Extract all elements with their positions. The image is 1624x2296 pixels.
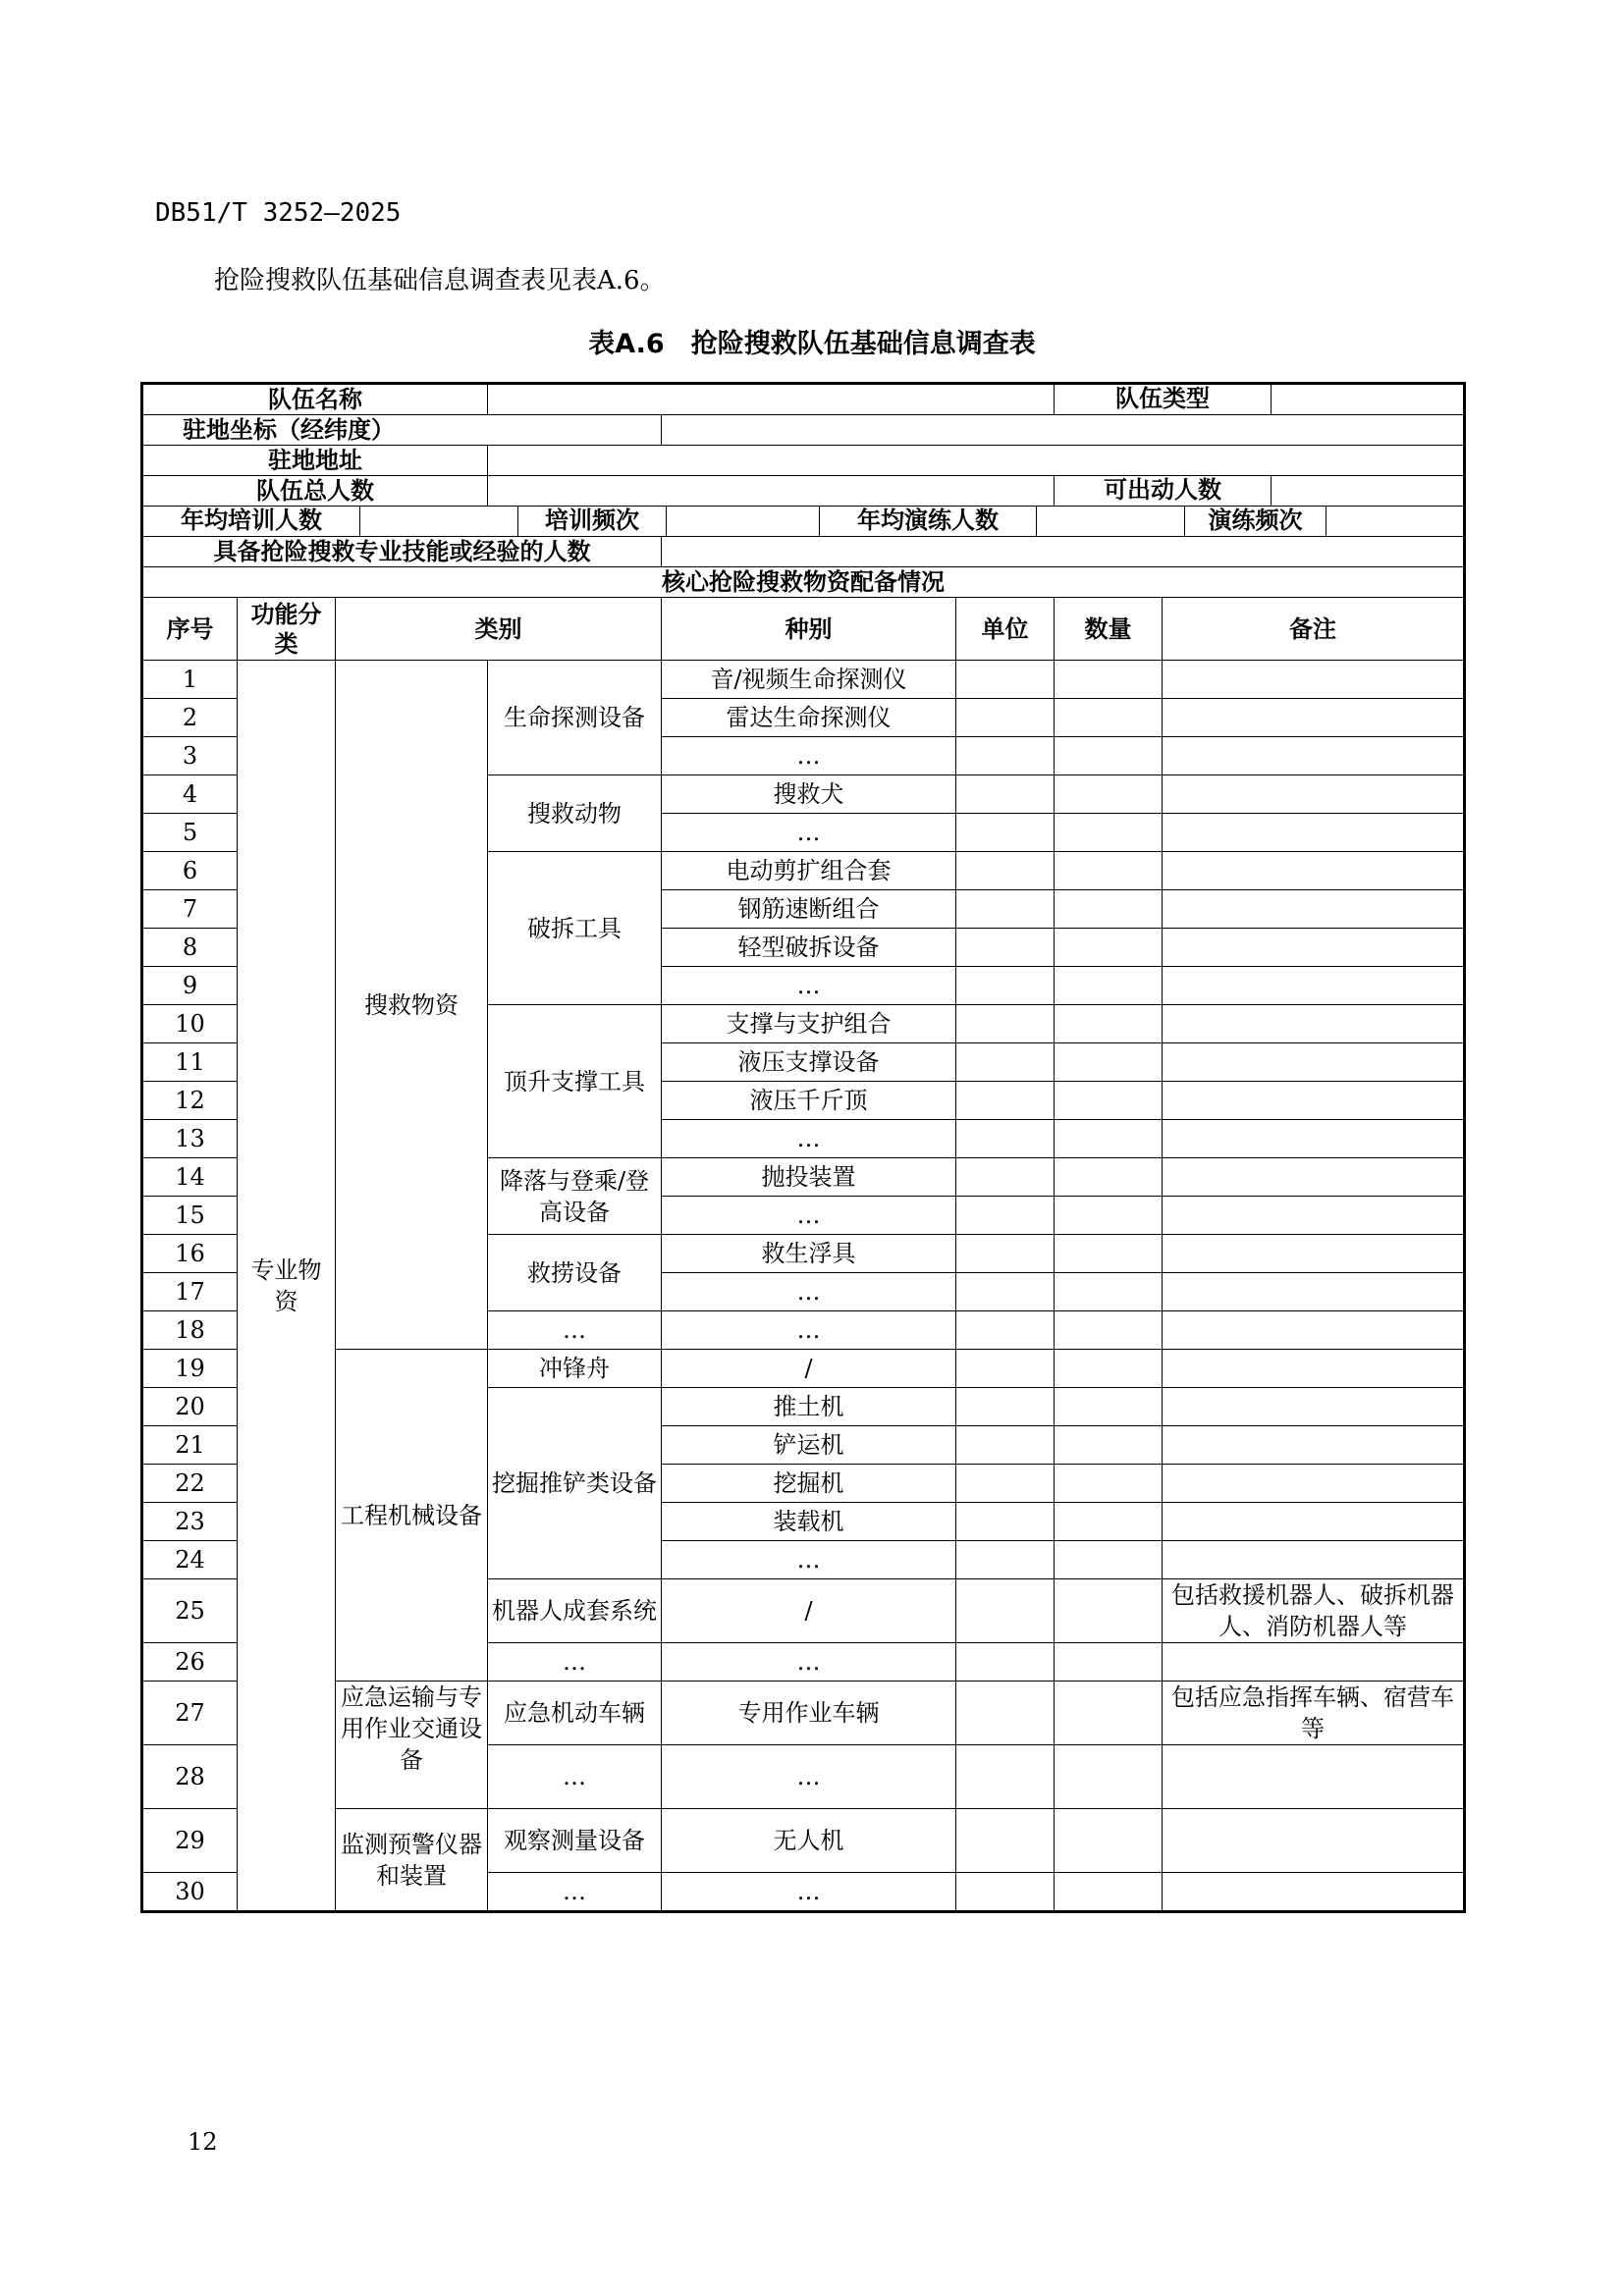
unit-cell[interactable] — [956, 699, 1055, 737]
qty-cell[interactable] — [1055, 1082, 1163, 1120]
seq-cell: 14 — [142, 1158, 238, 1197]
sub-cell-salvage: 救捞设备 — [488, 1235, 662, 1311]
note-cell[interactable] — [1163, 814, 1465, 852]
unit-cell[interactable] — [956, 661, 1055, 699]
annual-drill-label: 年均演练人数 — [820, 507, 1037, 536]
info-row — [142, 415, 1465, 446]
qty-cell[interactable] — [1055, 1350, 1163, 1388]
seq-cell: 17 — [142, 1273, 238, 1311]
training-freq-label: 培训频次 — [518, 507, 667, 536]
note-cell[interactable] — [1163, 1197, 1465, 1235]
qty-cell[interactable] — [1055, 1643, 1163, 1682]
note-cell[interactable]: 包括应急指挥车辆、宿营车等 — [1163, 1682, 1465, 1745]
team-name-value[interactable] — [488, 384, 1055, 415]
seq-cell: 20 — [142, 1388, 238, 1426]
kind-cell: … — [662, 1197, 956, 1235]
header-kind: 种别 — [662, 598, 956, 661]
seq-cell: 27 — [142, 1682, 238, 1745]
sub-cell-descent: 降落与登乘/登高设备 — [488, 1158, 662, 1235]
header-func: 功能分类 — [238, 598, 336, 661]
sub-cell-animal: 搜救动物 — [488, 775, 662, 852]
note-cell[interactable] — [1163, 1465, 1465, 1503]
training-freq-value[interactable] — [667, 507, 820, 536]
kind-cell: 推土机 — [662, 1388, 956, 1426]
seq-cell: 2 — [142, 699, 238, 737]
sub-cell-ellipsis: … — [488, 1873, 662, 1912]
unit-cell[interactable] — [956, 890, 1055, 929]
qty-cell[interactable] — [1055, 1311, 1163, 1350]
seq-cell: 24 — [142, 1541, 238, 1579]
note-cell[interactable] — [1163, 661, 1465, 699]
kind-cell: … — [662, 1273, 956, 1311]
unit-cell[interactable] — [956, 1541, 1055, 1579]
kind-cell: / — [662, 1579, 956, 1643]
coords-label: 驻地坐标（经纬度） — [142, 415, 662, 446]
unit-cell[interactable] — [956, 1579, 1055, 1643]
seq-cell: 9 — [142, 967, 238, 1005]
category-cell-transport: 应急运输与专用作业交通设备 — [336, 1682, 488, 1809]
table-row — [142, 1809, 1465, 1873]
header-seq: 序号 — [142, 598, 238, 661]
note-cell[interactable] — [1163, 1388, 1465, 1426]
note-cell[interactable] — [1163, 852, 1465, 890]
seq-cell: 22 — [142, 1465, 238, 1503]
sub-cell-excavate: 挖掘推铲类设备 — [488, 1388, 662, 1579]
note-cell[interactable] — [1163, 890, 1465, 929]
unit-cell[interactable] — [956, 1120, 1055, 1158]
header-row — [142, 598, 1465, 661]
seq-cell: 3 — [142, 737, 238, 775]
note-cell[interactable] — [1163, 1311, 1465, 1350]
note-cell[interactable] — [1163, 1235, 1465, 1273]
unit-cell[interactable] — [956, 1273, 1055, 1311]
seq-cell: 29 — [142, 1809, 238, 1873]
survey-table — [140, 382, 1466, 1913]
unit-cell[interactable] — [956, 1465, 1055, 1503]
seq-cell: 15 — [142, 1197, 238, 1235]
kind-cell: 无人机 — [662, 1809, 956, 1873]
address-value[interactable] — [488, 446, 1465, 476]
note-cell[interactable] — [1163, 1643, 1465, 1682]
category-cell-engineering: 工程机械设备 — [336, 1350, 488, 1682]
qty-cell[interactable] — [1055, 1541, 1163, 1579]
sub-cell-ellipsis: … — [488, 1643, 662, 1682]
unit-cell[interactable] — [956, 1043, 1055, 1082]
kind-cell: 支撑与支护组合 — [662, 1005, 956, 1043]
deployable-staff-value[interactable] — [1272, 476, 1463, 506]
skilled-staff-label: 具备抢险搜救专业技能或经验的人数 — [142, 537, 662, 567]
sub-cell-ellipsis: … — [488, 1311, 662, 1350]
unit-cell[interactable] — [956, 1005, 1055, 1043]
seq-cell: 12 — [142, 1082, 238, 1120]
unit-cell[interactable] — [956, 1235, 1055, 1273]
kind-cell: … — [662, 1120, 956, 1158]
annual-drill-value[interactable] — [1037, 507, 1185, 536]
note-cell[interactable] — [1163, 1745, 1465, 1809]
seq-cell: 10 — [142, 1005, 238, 1043]
seq-cell: 1 — [142, 661, 238, 699]
kind-cell: 轻型破拆设备 — [662, 929, 956, 967]
kind-cell: 抛投装置 — [662, 1158, 956, 1197]
seq-cell: 25 — [142, 1579, 238, 1643]
sub-cell-robot: 机器人成套系统 — [488, 1579, 662, 1643]
annual-training-label: 年均培训人数 — [143, 507, 360, 536]
seq-cell: 23 — [142, 1503, 238, 1541]
sub-cell-demolition: 破拆工具 — [488, 852, 662, 1005]
kind-cell: 救生浮具 — [662, 1235, 956, 1273]
section-title: 核心抢险搜救物资配备情况 — [142, 567, 1465, 598]
kind-cell: 液压千斤顶 — [662, 1082, 956, 1120]
qty-cell[interactable] — [1055, 1120, 1163, 1158]
header-category: 类别 — [336, 598, 662, 661]
sub-cell-boat: 冲锋舟 — [488, 1350, 662, 1388]
qty-cell[interactable] — [1055, 1005, 1163, 1043]
unit-cell[interactable] — [956, 814, 1055, 852]
note-cell[interactable] — [1163, 1273, 1465, 1311]
qty-cell[interactable] — [1055, 661, 1163, 699]
qty-cell[interactable] — [1055, 1809, 1163, 1873]
seq-cell: 7 — [142, 890, 238, 929]
unit-cell[interactable] — [956, 1745, 1055, 1809]
header-qty: 数量 — [1055, 598, 1163, 661]
unit-cell[interactable] — [956, 1350, 1055, 1388]
note-cell[interactable] — [1163, 967, 1465, 1005]
kind-cell: … — [662, 737, 956, 775]
note-cell[interactable]: 包括救援机器人、破拆机器人、消防机器人等 — [1163, 1579, 1465, 1643]
note-cell[interactable] — [1163, 1043, 1465, 1082]
qty-cell[interactable] — [1055, 1273, 1163, 1311]
kind-cell: … — [662, 1745, 956, 1809]
note-cell[interactable] — [1163, 1158, 1465, 1197]
drill-freq-value[interactable] — [1326, 507, 1463, 536]
unit-cell[interactable] — [956, 1809, 1055, 1873]
sub-cell-ellipsis: … — [488, 1745, 662, 1809]
kind-cell: 铲运机 — [662, 1426, 956, 1465]
header-note: 备注 — [1163, 598, 1465, 661]
qty-cell[interactable] — [1055, 1873, 1163, 1912]
kind-cell: … — [662, 814, 956, 852]
qty-cell[interactable] — [1055, 1043, 1163, 1082]
seq-cell: 30 — [142, 1873, 238, 1912]
unit-cell[interactable] — [956, 1388, 1055, 1426]
kind-cell: 雷达生命探测仪 — [662, 699, 956, 737]
note-cell[interactable] — [1163, 929, 1465, 967]
qty-cell[interactable] — [1055, 1503, 1163, 1541]
team-name-label: 队伍名称 — [142, 384, 488, 415]
unit-cell[interactable] — [956, 1503, 1055, 1541]
unit-cell[interactable] — [956, 1158, 1055, 1197]
kind-cell: 搜救犬 — [662, 775, 956, 814]
unit-cell[interactable] — [956, 1643, 1055, 1682]
sub-cell-jack: 顶升支撑工具 — [488, 1005, 662, 1158]
skilled-staff-value[interactable] — [662, 537, 1465, 567]
unit-cell[interactable] — [956, 1197, 1055, 1235]
table-row — [142, 1350, 1465, 1388]
page-number: 12 — [188, 2128, 218, 2156]
unit-cell[interactable] — [956, 775, 1055, 814]
info-row — [142, 537, 1465, 567]
kind-cell: / — [662, 1350, 956, 1388]
note-cell[interactable] — [1163, 1809, 1465, 1873]
kind-cell: 电动剪扩组合套 — [662, 852, 956, 890]
qty-cell[interactable] — [1055, 1465, 1163, 1503]
total-staff-value[interactable] — [488, 476, 1055, 507]
table-caption: 表A.6 抢险搜救队伍基础信息调查表 — [588, 329, 1036, 359]
seq-cell: 8 — [142, 929, 238, 967]
sub-cell-observe: 观察测量设备 — [488, 1809, 662, 1873]
note-cell[interactable] — [1163, 1541, 1465, 1579]
kind-cell: … — [662, 1643, 956, 1682]
sub-cell-vehicle: 应急机动车辆 — [488, 1682, 662, 1745]
note-cell[interactable] — [1163, 737, 1465, 775]
drill-freq-label: 演练频次 — [1185, 507, 1326, 536]
seq-cell: 13 — [142, 1120, 238, 1158]
note-cell[interactable] — [1163, 1503, 1465, 1541]
kind-cell: … — [662, 1311, 956, 1350]
table-row — [142, 661, 1465, 699]
unit-cell[interactable] — [956, 1682, 1055, 1745]
info-row — [142, 507, 1465, 537]
seq-cell: 6 — [142, 852, 238, 890]
category-cell-search: 搜救物资 — [336, 661, 488, 1350]
seq-cell: 4 — [142, 775, 238, 814]
qty-cell[interactable] — [1055, 1426, 1163, 1465]
qty-cell[interactable] — [1055, 775, 1163, 814]
seq-cell: 26 — [142, 1643, 238, 1682]
kind-cell: 钢筋速断组合 — [662, 890, 956, 929]
info-row — [142, 476, 1465, 507]
kind-cell: 音/视频生命探测仪 — [662, 661, 956, 699]
qty-cell[interactable] — [1055, 1235, 1163, 1273]
kind-cell: 装载机 — [662, 1503, 956, 1541]
kind-cell: 专用作业车辆 — [662, 1682, 956, 1745]
kind-cell: 挖掘机 — [662, 1465, 956, 1503]
total-staff-label: 队伍总人数 — [142, 476, 488, 507]
unit-cell[interactable] — [956, 1426, 1055, 1465]
note-cell[interactable] — [1163, 1005, 1465, 1043]
address-label: 驻地地址 — [142, 446, 488, 476]
qty-cell[interactable] — [1055, 1682, 1163, 1745]
qty-cell[interactable] — [1055, 737, 1163, 775]
qty-cell[interactable] — [1055, 1158, 1163, 1197]
document-code: DB51/T 3252—2025 — [155, 198, 402, 228]
info-row — [142, 384, 1465, 415]
deployable-staff-label: 可出动人数 — [1055, 476, 1272, 506]
qty-cell[interactable] — [1055, 1745, 1163, 1809]
qty-cell[interactable] — [1055, 890, 1163, 929]
annual-training-value[interactable] — [360, 507, 518, 536]
kind-cell: … — [662, 1873, 956, 1912]
seq-cell: 11 — [142, 1043, 238, 1082]
unit-cell[interactable] — [956, 852, 1055, 890]
unit-cell[interactable] — [956, 967, 1055, 1005]
func-cell-professional: 专业物资 — [238, 661, 336, 1912]
seq-cell: 21 — [142, 1426, 238, 1465]
qty-cell[interactable] — [1055, 1579, 1163, 1643]
unit-cell[interactable] — [956, 1873, 1055, 1912]
intro-text: 抢险搜救队伍基础信息调查表见表A.6。 — [214, 266, 666, 295]
seq-cell: 16 — [142, 1235, 238, 1273]
seq-cell: 19 — [142, 1350, 238, 1388]
team-type-label: 队伍类型 — [1055, 385, 1272, 414]
seq-cell: 5 — [142, 814, 238, 852]
table-row — [142, 1682, 1465, 1745]
note-cell[interactable] — [1163, 1873, 1465, 1912]
unit-cell[interactable] — [956, 737, 1055, 775]
note-cell[interactable] — [1163, 1350, 1465, 1388]
unit-cell[interactable] — [956, 1082, 1055, 1120]
unit-cell[interactable] — [956, 929, 1055, 967]
qty-cell[interactable] — [1055, 852, 1163, 890]
qty-cell[interactable] — [1055, 699, 1163, 737]
section-title-row — [142, 567, 1465, 598]
kind-cell: 液压支撑设备 — [662, 1043, 956, 1082]
note-cell[interactable] — [1163, 1120, 1465, 1158]
coords-value[interactable] — [662, 415, 1465, 446]
qty-cell[interactable] — [1055, 1197, 1163, 1235]
note-cell[interactable] — [1163, 1426, 1465, 1465]
sub-cell-life-detect: 生命探测设备 — [488, 661, 662, 775]
header-unit: 单位 — [956, 598, 1055, 661]
note-cell[interactable] — [1163, 775, 1465, 814]
note-cell[interactable] — [1163, 1082, 1465, 1120]
qty-cell[interactable] — [1055, 929, 1163, 967]
team-type-value[interactable] — [1272, 385, 1463, 414]
note-cell[interactable] — [1163, 699, 1465, 737]
seq-cell: 18 — [142, 1311, 238, 1350]
kind-cell: … — [662, 1541, 956, 1579]
seq-cell: 28 — [142, 1745, 238, 1809]
qty-cell[interactable] — [1055, 967, 1163, 1005]
kind-cell: … — [662, 967, 956, 1005]
info-row — [142, 446, 1465, 476]
qty-cell[interactable] — [1055, 814, 1163, 852]
category-cell-monitor: 监测预警仪器和装置 — [336, 1809, 488, 1912]
unit-cell[interactable] — [956, 1311, 1055, 1350]
qty-cell[interactable] — [1055, 1388, 1163, 1426]
